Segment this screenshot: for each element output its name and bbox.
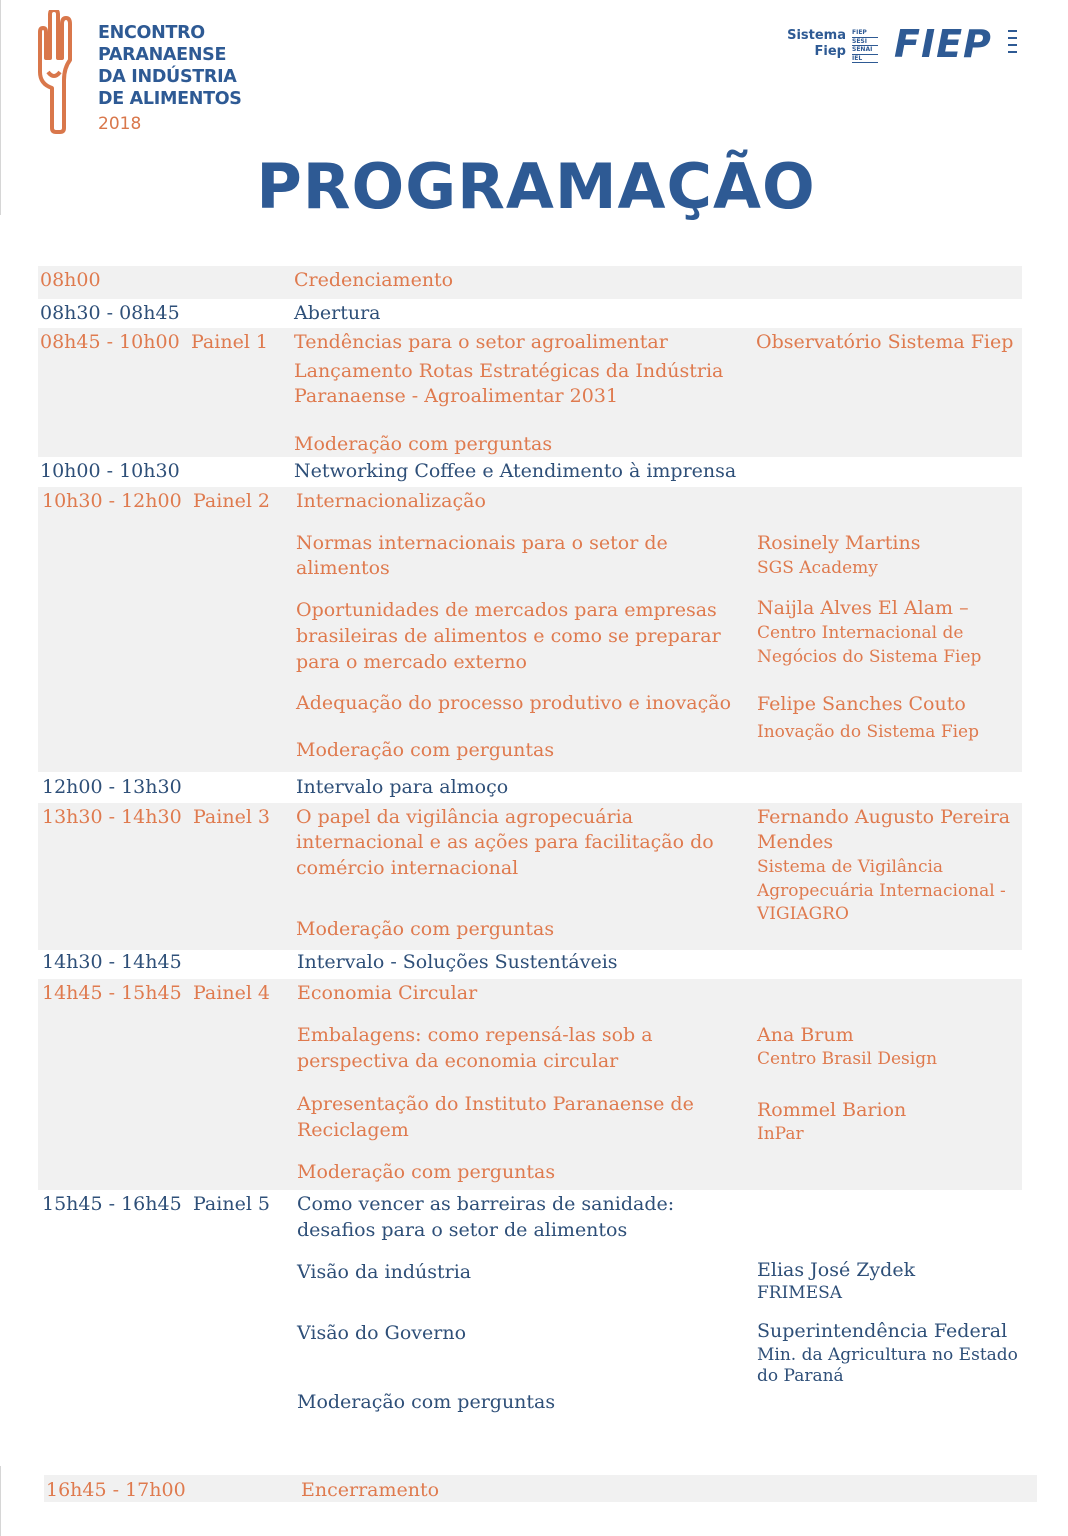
schedule-time: 10h00 - 10h30 — [40, 460, 180, 482]
moderation-text: Moderação com perguntas — [294, 433, 553, 455]
session-text: Visão do Governo — [297, 1322, 467, 1344]
session-text: Adequação do processo produtivo e inovação — [296, 692, 732, 714]
speaker-org: Min. da Agricultura no Estado — [757, 1345, 1018, 1365]
row-band — [38, 979, 1022, 1190]
speaker-org: FRIMESA — [757, 1283, 843, 1303]
schedule-title: Como vencer as barreiras de sanidade: — [297, 1193, 675, 1215]
schedule-time: 15h45 - 16h45 — [42, 1193, 182, 1215]
schedule-title: Networking Coffee e Atendimento à imprensa — [294, 460, 737, 482]
session-text: brasileiras de alimentos e como se preparar — [296, 625, 721, 647]
speaker-org: InPar — [757, 1124, 804, 1144]
page-title: PROGRAMAÇÃO — [256, 150, 816, 223]
moderation-text: Moderação com perguntas — [296, 739, 555, 761]
schedule-title: Abertura — [294, 302, 381, 324]
schedule-time: 08h00 — [40, 269, 101, 291]
speaker-org: Centro Internacional de — [757, 623, 964, 643]
session-text: Embalagens: como repensá-las sob a — [297, 1024, 653, 1046]
session-text: Normas internacionais para o setor de — [296, 532, 668, 554]
schedule-time: 16h45 - 17h00 — [46, 1479, 186, 1501]
speaker-name: Observatório Sistema Fiep — [756, 331, 1014, 353]
panel-label: Painel 2 — [193, 490, 271, 512]
speaker-name: Rosinely Martins — [757, 532, 921, 554]
fiep-lines-icon — [1008, 30, 1018, 58]
schedule-title: Internacionalização — [296, 490, 486, 512]
schedule-title: O papel da vigilância agropecuária — [296, 806, 634, 828]
fiep-sistema-text: Sistema Fiep — [787, 28, 846, 59]
moderation-text: Moderação com perguntas — [296, 918, 555, 940]
speaker-name: Naijla Alves El Alam – — [757, 597, 969, 619]
speaker-org: do Paraná — [757, 1366, 844, 1386]
panel-label: Painel 3 — [193, 806, 271, 828]
schedule-title: Credenciamento — [294, 269, 454, 291]
schedule-title: comércio internacional — [296, 857, 519, 879]
panel-label: Painel 4 — [193, 982, 271, 1004]
speaker-name: Mendes — [757, 831, 834, 853]
speaker-name: Fernando Augusto Pereira — [757, 806, 1011, 828]
speaker-org: Centro Brasil Design — [757, 1049, 938, 1069]
fork-hand-icon — [34, 10, 74, 134]
fiep-entities-list: FIEP SESI SENAI IEL — [852, 29, 878, 63]
panel-label: Painel 1 — [191, 331, 269, 353]
schedule-time: 12h00 - 13h30 — [42, 776, 182, 798]
speaker-name: Rommel Barion — [757, 1099, 907, 1121]
speaker-org: Sistema de Vigilância — [757, 857, 944, 877]
row-band — [38, 266, 1022, 299]
session-text: Visão da indústria — [297, 1261, 472, 1283]
schedule-title: internacional e as ações para facilitação do — [296, 831, 714, 853]
session-text: alimentos — [296, 557, 390, 579]
speaker-org: Negócios do Sistema Fiep — [757, 647, 982, 667]
schedule-title: Economia Circular — [297, 982, 478, 1004]
page-edge-line — [0, 1466, 1, 1536]
schedule-time: 08h30 - 08h45 — [40, 302, 180, 324]
schedule-title: desafios para o setor de alimentos — [297, 1219, 628, 1241]
session-text: Apresentação do Instituto Paranaense de — [297, 1093, 694, 1115]
session-text: perspectiva da economia circular — [297, 1050, 619, 1072]
schedule-title: Encerramento — [301, 1479, 440, 1501]
speaker-org: VIGIAGRO — [757, 904, 849, 924]
schedule-time: 14h30 - 14h45 — [42, 951, 182, 973]
speaker-name: Ana Brum — [757, 1024, 854, 1046]
panel-label: Painel 5 — [193, 1193, 271, 1215]
session-text: para o mercado externo — [296, 651, 527, 673]
session-text: Paranaense - Agroalimentar 2031 — [294, 385, 619, 407]
schedule-title: Tendências para o setor agroalimentar — [294, 331, 668, 353]
moderation-text: Moderação com perguntas — [297, 1161, 556, 1183]
logo-title: ENCONTRO PARANAENSE DA INDÚSTRIA DE ALIMENTOS — [98, 23, 242, 109]
schedule-time: 10h30 - 12h00 — [42, 490, 182, 512]
schedule-title: Intervalo para almoço — [296, 776, 509, 798]
event-logo — [34, 10, 274, 140]
speaker-name: Elias José Zydek — [757, 1259, 916, 1281]
schedule-title: Intervalo - Soluções Sustentáveis — [297, 951, 618, 973]
moderation-text: Moderação com perguntas — [297, 1391, 556, 1413]
session-text: Lançamento Rotas Estratégicas da Indústria — [294, 360, 724, 382]
schedule-time: 08h45 - 10h00 — [40, 331, 180, 353]
schedule-time: 14h45 - 15h45 — [42, 982, 182, 1004]
session-text: Reciclagem — [297, 1119, 409, 1141]
fiep-logo — [782, 24, 1032, 68]
speaker-name: Superintendência Federal — [757, 1320, 1008, 1342]
fiep-brand: FIEP — [894, 22, 992, 66]
speaker-org: SGS Academy — [757, 558, 878, 578]
row-band — [44, 1475, 1037, 1502]
logo-year: 2018 — [98, 114, 142, 134]
speaker-org: Agropecuária Internacional - — [757, 881, 1006, 901]
schedule-time: 13h30 - 14h30 — [42, 806, 182, 828]
speaker-org: Inovação do Sistema Fiep — [757, 722, 979, 742]
speaker-name: Felipe Sanches Couto — [757, 693, 966, 715]
session-text: Oportunidades de mercados para empresas — [296, 599, 717, 621]
